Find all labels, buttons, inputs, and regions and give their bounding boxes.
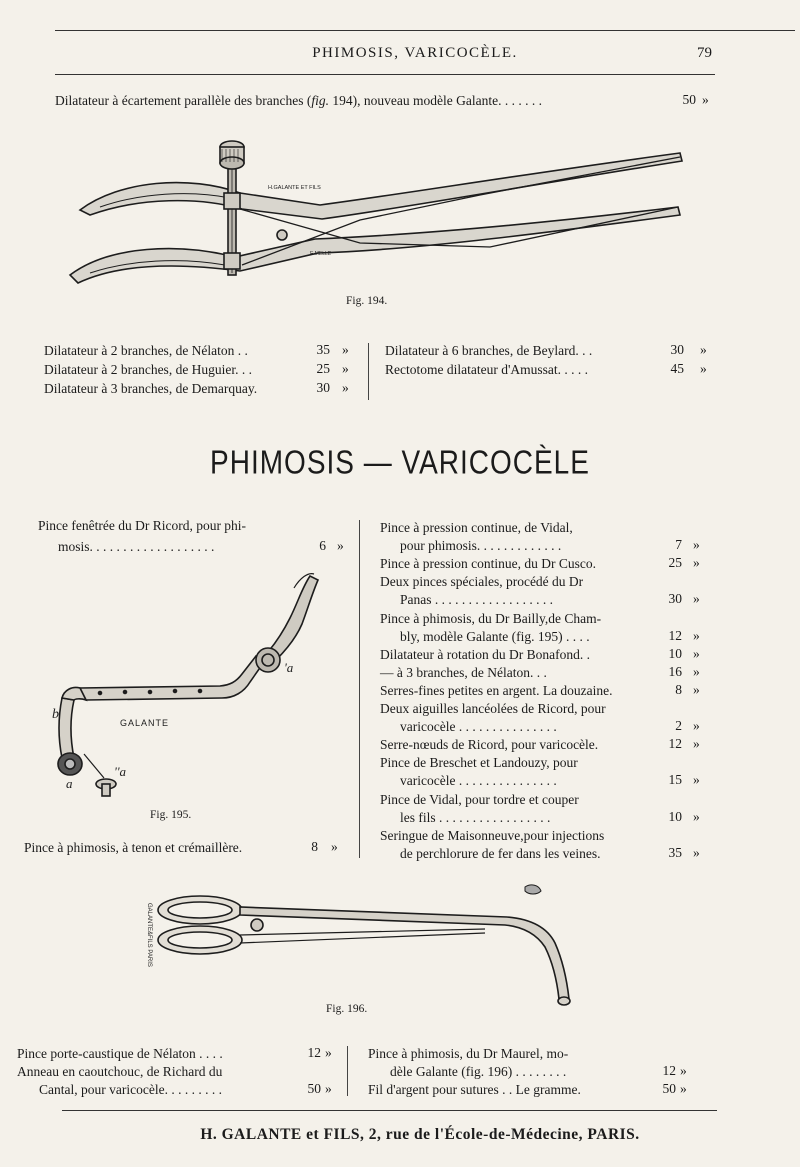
svg-text:'a: 'a (284, 660, 294, 675)
entry-price: 30 (316, 380, 330, 395)
svg-text:a: a (66, 776, 73, 791)
fig-194-dilator-illustration (60, 135, 690, 295)
entry-price: 35 (316, 342, 330, 357)
svg-text:GALANTE&FILS PARIS: GALANTE&FILS PARIS (146, 903, 152, 967)
bottom-column-rule (347, 1046, 348, 1096)
entry-text: Cantal, pour varicocèle. . . . . . . . . (39, 1082, 222, 1098)
entry-text: Anneau en caoutchouc, de Richard du (17, 1064, 223, 1080)
entry-text: dèle Galante (fig. 196) . . . . . . . . (390, 1064, 567, 1080)
footer-rule (62, 1110, 717, 1111)
entry-price-mark: » (342, 380, 349, 395)
fig-196-caption: Fig. 196. (326, 1003, 368, 1015)
entry-text: Panas . . . . . . . . . . . . . . . . . . (400, 592, 553, 608)
entry-text: Deux pinces spéciales, procédé du Dr (380, 574, 584, 590)
fig-194-caption: Fig. 194. (346, 295, 388, 307)
main-column-rule (359, 520, 360, 858)
entry-text: Dilatateur à rotation du Dr Bonafond. . (380, 646, 590, 662)
entry-price-mark: » (325, 1081, 332, 1097)
entry-text: Pince de Vidal, pour tordre et couper (380, 791, 579, 807)
entry-text: Serres-fines petites en argent. La douzaine. (380, 682, 613, 698)
entry-price: 12 (662, 1063, 676, 1079)
entry-price-mark: » (693, 555, 700, 571)
entry-price: 30 (670, 342, 684, 357)
svg-text:H.GALANTE ET FILS: H.GALANTE ET FILS (268, 185, 321, 191)
entry-price-mark: » (693, 591, 700, 607)
entry-price-mark: » (680, 1063, 687, 1079)
entry-price-mark: » (693, 645, 700, 661)
entry-price-mark: » (693, 627, 700, 643)
header-top-rule (55, 30, 795, 31)
ricord-line-1: Pince fenêtrée du Dr Ricord, pour phi- (38, 518, 247, 533)
cremaillere-label: Pince à phimosis, à tenon et crémaillère. (24, 840, 243, 855)
entry-price-mark: » (693, 736, 700, 752)
entry-price: 12 (307, 1045, 321, 1060)
entry-price-mark: » (693, 663, 700, 679)
entry-text: Dilatateur à 3 branches, de Demarquay. (44, 381, 258, 396)
svg-text:GALANTE: GALANTE (120, 718, 170, 728)
entry-price: 30 (668, 591, 682, 607)
entry-price: 7 (675, 537, 682, 553)
header-bottom-rule (55, 74, 715, 75)
entry-text: bly, modèle Galante (fig. 195) . . . . (400, 628, 590, 644)
entry-price: 10 (668, 645, 682, 661)
svg-text:b: b (52, 707, 59, 722)
entry-price-mark: » (325, 1045, 332, 1060)
entry-text: de perchlorure de fer dans les veines. (400, 845, 601, 861)
entry-price: 45 (670, 361, 684, 376)
dilatateurs-column-rule (368, 343, 369, 400)
entry-price-mark: » (700, 342, 707, 357)
top-entry-price-mark: » (702, 92, 709, 107)
entry-price-mark: » (693, 537, 700, 553)
entry-price-mark: » (693, 772, 700, 788)
ricord-price-mark: » (337, 538, 344, 553)
entry-price: 8 (675, 681, 682, 697)
ricord-line-2: mosis. . . . . . . . . . . . . . . . . . . (58, 539, 215, 554)
entry-text: Dilatateur à 2 branches, de Huguier. . . (44, 362, 253, 377)
entry-price: 2 (675, 718, 682, 734)
entry-text: Seringue de Maisonneuve,pour injections (380, 827, 605, 843)
entry-text: Rectotome dilatateur d'Amussat. . . . . (385, 362, 589, 377)
entry-text: Fil d'argent pour sutures . . Le gramme. (368, 1082, 581, 1098)
entry-text: varicocèle . . . . . . . . . . . . . . . (400, 719, 557, 735)
entry-price: 50 (662, 1081, 676, 1097)
entry-text: Pince à pression continue, du Dr Cusco. (380, 556, 596, 572)
entry-text: Pince à phimosis, du Dr Maurel, mo- (368, 1046, 569, 1061)
entry-price: 12 (668, 627, 682, 643)
entry-price: 10 (668, 808, 682, 824)
entry-price: 16 (668, 663, 682, 679)
entry-price: 25 (316, 361, 330, 376)
entry-text: Pince de Breschet et Landouzy, pour (380, 755, 578, 771)
publisher-footer: H. GALANTE et FILS, 2, rue de l'École-de-Médecine, PARIS. (200, 1126, 640, 1143)
ricord-price: 6 (319, 538, 326, 553)
cremaillere-price: 8 (311, 839, 318, 854)
entry-price: 25 (668, 555, 682, 571)
entry-text: Pince à phimosis, du Dr Bailly,de Cham- (380, 610, 602, 626)
entry-price-mark: » (700, 361, 707, 376)
entry-price: 12 (668, 736, 682, 752)
entry-price-mark: » (342, 361, 349, 376)
entry-text: varicocèle . . . . . . . . . . . . . . . (400, 773, 557, 789)
section-title: PHIMOSIS — VARICOCÈLE (210, 444, 590, 481)
entry-price: 15 (668, 772, 682, 788)
entry-price-mark: » (680, 1081, 687, 1097)
entry-text: Dilatateur à 2 branches, de Nélaton . . (44, 343, 248, 358)
top-entry-price: 50 (682, 92, 696, 107)
entry-text: les fils . . . . . . . . . . . . . . . . . (400, 809, 551, 825)
entry-price-mark: » (693, 718, 700, 734)
page-number: 79 (697, 45, 712, 61)
svg-text:E.MELLE: E.MELLE (310, 251, 332, 257)
entry-text: Deux aiguilles lancéolées de Ricord, pour (380, 701, 606, 716)
entry-text: — à 3 branches, de Nélaton. . . (380, 664, 547, 680)
entry-text: Pince à pression continue, de Vidal, (380, 520, 573, 535)
entry-price: 35 (668, 844, 682, 860)
top-entry-label: Dilatateur à écartement parallèle des branches (fig. 194), nouveau modèle Galante. . . . . . . (55, 93, 542, 108)
entry-text: Pince porte-caustique de Nélaton . . . . (17, 1046, 223, 1061)
svg-text:''a: ''a (114, 764, 127, 779)
cremaillere-price-mark: » (331, 839, 338, 854)
fig-195-caption: Fig. 195. (150, 809, 192, 821)
entry-price-mark: » (693, 681, 700, 697)
entry-price-mark: » (342, 342, 349, 357)
entry-price-mark: » (693, 808, 700, 824)
fig-196-phimosis-forceps-illustration (146, 885, 575, 1015)
entry-text: Serre-nœuds de Ricord, pour varicocèle. (380, 737, 599, 753)
entry-price: 50 (307, 1081, 321, 1097)
entry-text: pour phimosis. . . . . . . . . . . . . (400, 538, 562, 554)
running-title: PHIMOSIS, VARICOCÈLE. (312, 45, 518, 61)
entry-price-mark: » (693, 844, 700, 860)
entry-text: Dilatateur à 6 branches, de Beylard. . . (385, 343, 593, 358)
fig-195-phimosis-clamp-illustration (40, 568, 330, 808)
